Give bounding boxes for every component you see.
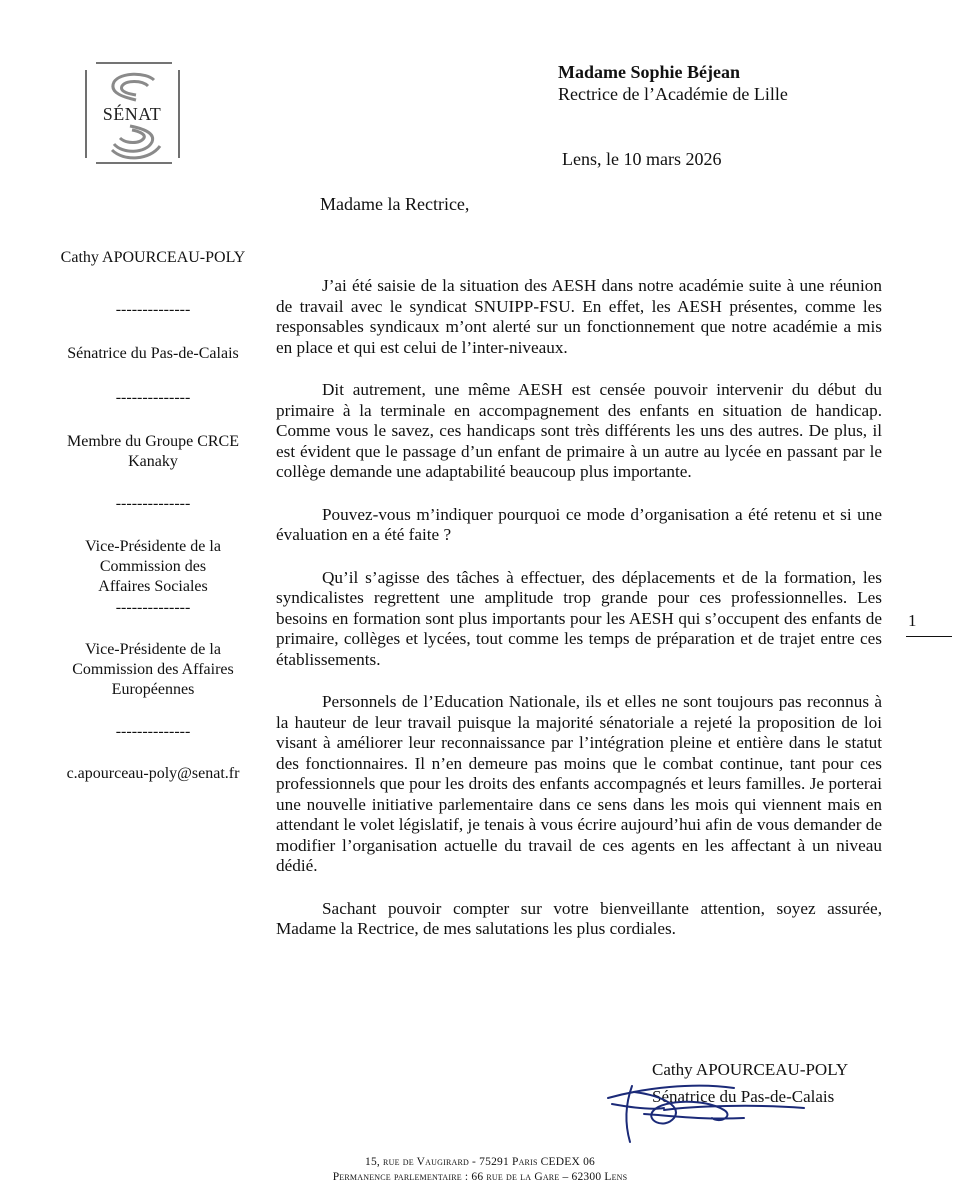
sender-group-line: Kanaky [128, 453, 178, 470]
sender-vp-social [22, 537, 284, 597]
sender-vp-social-line: Vice-Présidente de la [85, 538, 221, 555]
footer [0, 1155, 960, 1185]
separator: -------------- [115, 389, 191, 406]
separator: -------------- [115, 723, 191, 740]
body-paragraph: Dit autrement, une même AESH est censée pouvoir intervenir du début du primaire à la terminale en accompagnement des enfants en situation de handicap. Comme vous le savez, ces handicaps sont très différents les uns des autres. De plus, il est évident que le passage d’un enfant de primaire à un autre au lycée en passant par le collège demande une adaptabilité beaucoup plus importante. [276, 380, 882, 481]
sender-name: Cathy APOURCEAU-POLY [60, 249, 246, 266]
sender-vp-european-line: Commission des Affaires [72, 661, 234, 678]
body-paragraph: Personnels de l’Education Nationale, ils et elles ne sont toujours pas reconnus à la hauteur de leur travail puisque la majorité sénatoriale a rejeté la proposition de loi visant à améliorer leur reconnaissance par l’intégration pleine et entière dans le statut des fonctionnaires. Il n’en demeure pas moins que le combat continue, tant pour ces professionnels que pour les droits des enfants accompagnés et leurs familles. Je porterai une nouvelle initiative parlementaire dans ce sens dans les mois qui viennent mais en attendant le volet législatif, je tenais à vous écrire aujourd’hui afin de vous demander de modifier l’organisation actuelle du travail de ces agents en les affectant à un niveau dédié. [276, 692, 882, 875]
salutation: Madame la Rectrice, [320, 194, 470, 214]
signature-name: Cathy APOURCEAU-POLY [652, 1060, 849, 1079]
sender-vp-social-line: Affaires Sociales [98, 578, 208, 595]
senat-logo [84, 62, 180, 164]
svg-text:SÉNAT: SÉNAT [102, 104, 162, 124]
recipient-title: Rectrice de l’Académie de Lille [558, 84, 788, 104]
page-number-rule [906, 636, 952, 637]
signature-title: Sénatrice du Pas-de-Calais [652, 1087, 835, 1106]
body-paragraph: Sachant pouvoir compter sur votre bienveillante attention, soyez assurée, Madame la Rectrice, de mes salutations les plus cordiales. [276, 898, 882, 938]
sender-vp-european [22, 640, 284, 700]
separator: -------------- [115, 495, 191, 512]
body-paragraph: Qu’il s’agisse des tâches à effectuer, des déplacements et de la formation, les syndicalistes regrettent une amplitude trop grande pour ces professionnelles. Les besoins en formation sont plus importants pour les AESH qui s’occupent des enfants de primaire, collèges et lycées, tout comme les temps de préparation et de trajet entre ces établissements. [276, 567, 882, 669]
sender-vp-european-line: Vice-Présidente de la [85, 641, 221, 658]
sender-vp-european-line: Européennes [111, 681, 195, 698]
sender-role: Sénatrice du Pas-de-Calais [67, 345, 239, 362]
senat-logo-icon [84, 62, 180, 164]
body-paragraph: J’ai été saisie de la situation des AESH dans notre académie suite à une réunion de travail avec le syndicat SNUIPP-FSU. En effet, les AESH présentes, comme les responsables syndicaux m’ont alerté sur un fonctionnement que notre académie a mis en place et qui est celui de l’inter-niveaux. [276, 276, 882, 357]
footer-permanence: Permanence parlementaire : 66 rue de la Gare – 62300 Lens [332, 1171, 628, 1183]
footer-address: 15, rue de Vaugirard - 75291 Paris CEDEX 06 [365, 1156, 595, 1168]
signature-block [604, 1058, 904, 1148]
sender-email[interactable]: c.apourceau-poly@senat.fr [66, 765, 240, 782]
recipient-block [558, 61, 788, 105]
recipient-name: Madame Sophie Béjean [558, 62, 740, 82]
letter-date: Lens, le 10 mars 2026 [562, 149, 722, 169]
page-number: 1 [908, 611, 917, 630]
sender-group-line: Membre du Groupe CRCE [67, 433, 239, 450]
body-paragraph: Pouvez-vous m’indiquer pourquoi ce mode d’organisation a été retenu et si une évaluation en a été faite ? [276, 504, 882, 544]
handwritten-signature-icon [604, 1058, 904, 1148]
separator: -------------- [115, 599, 191, 616]
separator: -------------- [115, 301, 191, 318]
sender-vp-social-line: Commission des [99, 558, 207, 575]
letter-body [276, 276, 882, 962]
sender-group [22, 432, 284, 472]
